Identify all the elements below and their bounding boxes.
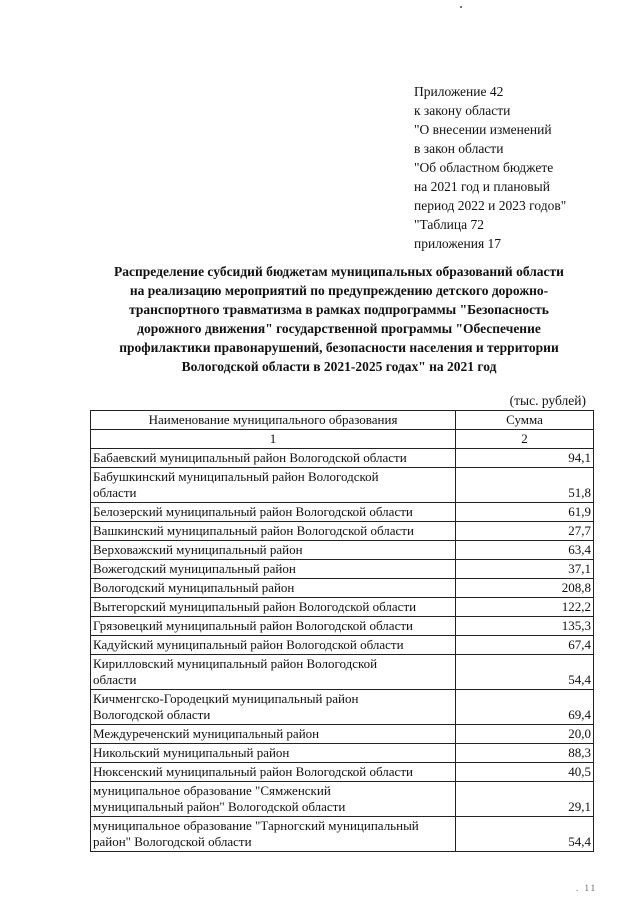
row-name-line: Бабаевский муниципальный район Вологодской области: [93, 450, 407, 465]
col-number-1: 1: [91, 430, 456, 449]
row-name-line: Бабушкинский муниципальный район Вологодской: [93, 469, 379, 484]
table-row: [91, 541, 594, 560]
header-line: к закону области: [414, 103, 511, 118]
row-name: [91, 690, 456, 725]
table-row: [91, 503, 594, 522]
row-name: [91, 817, 456, 852]
row-name-line: области: [93, 672, 137, 687]
row-sum: 94,1: [456, 449, 594, 468]
row-name: [91, 763, 456, 782]
row-sum: 51,8: [456, 468, 594, 503]
row-sum: 20,0: [456, 725, 594, 744]
page-marks: . 11: [576, 883, 598, 893]
row-name-line: муниципальное образование "Тарногский муниципальный: [93, 818, 419, 833]
row-name-line: Нюксенский муниципальный район Вологодской области: [93, 764, 413, 779]
table-header-row: [91, 411, 594, 430]
row-name-line: Вологодский муниципальный район: [93, 580, 295, 595]
row-name: [91, 449, 456, 468]
row-sum: 27,7: [456, 522, 594, 541]
table-row: [91, 449, 594, 468]
document-title: [88, 262, 590, 376]
row-sum: 69,4: [456, 690, 594, 725]
header-line: "Таблица 72: [414, 217, 484, 232]
row-name: [91, 522, 456, 541]
row-sum: 54,4: [456, 817, 594, 852]
subsidy-table: [90, 410, 594, 852]
row-name: [91, 655, 456, 690]
row-name: [91, 744, 456, 763]
row-name-line: Кирилловский муниципальный район Вологодской: [93, 656, 378, 671]
row-name-line: Кадуйский муниципальный район Вологодской области: [93, 637, 404, 652]
row-name-line: Грязовецкий муниципальный район Вологодской области: [93, 618, 413, 633]
row-name: [91, 503, 456, 522]
row-name: [91, 782, 456, 817]
row-name-line: Белозерский муниципальный район Вологодской области: [93, 504, 413, 519]
row-name-line: Никольский муниципальный район: [93, 745, 290, 760]
header-line: приложения 17: [414, 236, 502, 251]
row-name: [91, 579, 456, 598]
row-name: [91, 560, 456, 579]
header-line: в закон области: [414, 141, 504, 156]
table-row: [91, 763, 594, 782]
table-row: [91, 579, 594, 598]
header-line: период 2022 и 2023 годов": [414, 198, 567, 213]
table-row: [91, 744, 594, 763]
table-row: [91, 617, 594, 636]
table-row: [91, 560, 594, 579]
row-sum: 122,2: [456, 598, 594, 617]
row-sum: 37,1: [456, 560, 594, 579]
row-name: [91, 617, 456, 636]
scan-speck: [460, 6, 462, 8]
row-name-line: Кичменгско-Городецкий муниципальный район: [93, 691, 359, 706]
table-row: [91, 690, 594, 725]
table-row: [91, 782, 594, 817]
title-line: на реализацию мероприятий по предупреждению детского дорожно-: [129, 283, 549, 298]
title-line: Вологодской области в 2021-2025 годах" на 2021 год: [181, 359, 497, 374]
table-row: [91, 817, 594, 852]
appendix-header: [414, 82, 566, 253]
header-line: Приложение 42: [414, 84, 504, 99]
table-row: [91, 655, 594, 690]
unit-label: (тыс. рублей): [509, 393, 586, 408]
table-row: [91, 725, 594, 744]
row-name: [91, 598, 456, 617]
table-row: [91, 522, 594, 541]
row-sum: 61,9: [456, 503, 594, 522]
row-name-line: Междуреченский муниципальный район: [93, 726, 320, 741]
row-name-line: район" Вологодской области: [93, 834, 252, 849]
row-sum: 29,1: [456, 782, 594, 817]
row-sum: 67,4: [456, 636, 594, 655]
row-sum: 40,5: [456, 763, 594, 782]
row-sum: 208,8: [456, 579, 594, 598]
row-name: [91, 541, 456, 560]
row-name-line: Верховажский муниципальный район: [93, 542, 303, 557]
row-name-line: области: [93, 485, 137, 500]
row-name-line: муниципальное образование "Сямженский: [93, 783, 331, 798]
header-line: "Об областном бюджете: [414, 160, 554, 175]
header-line: "О внесении изменений: [414, 122, 552, 137]
table-row: [91, 636, 594, 655]
column-number-row: [91, 430, 594, 449]
title-line: транспортного травматизма в рамках подпрограммы "Безопасность: [129, 302, 549, 317]
row-name-line: Вытегорский муниципальный район Вологодской области: [93, 599, 417, 614]
header-sum: Сумма: [456, 411, 594, 430]
row-name: [91, 468, 456, 503]
row-sum: 54,4: [456, 655, 594, 690]
header-name: Наименование муниципального образования: [91, 411, 456, 430]
row-name-line: Вашкинский муниципальный район Вологодской области: [93, 523, 414, 538]
row-sum: 63,4: [456, 541, 594, 560]
row-name-line: Вологодской области: [93, 707, 211, 722]
row-sum: 135,3: [456, 617, 594, 636]
row-sum: 88,3: [456, 744, 594, 763]
table-row: [91, 468, 594, 503]
row-name-line: муниципальный район" Вологодской области: [93, 799, 346, 814]
col-number-2: 2: [456, 430, 594, 449]
title-line: Распределение субсидий бюджетам муниципальных образований области: [114, 264, 564, 279]
table-row: [91, 598, 594, 617]
row-name-line: Вожегодский муниципальный район: [93, 561, 296, 576]
row-name: [91, 725, 456, 744]
title-line: дорожного движения" государственной программы "Обеспечение: [137, 321, 541, 336]
row-name: [91, 636, 456, 655]
header-line: на 2021 год и плановый: [414, 179, 550, 194]
title-line: профилактики правонарушений, безопасности населения и территории: [119, 340, 559, 355]
